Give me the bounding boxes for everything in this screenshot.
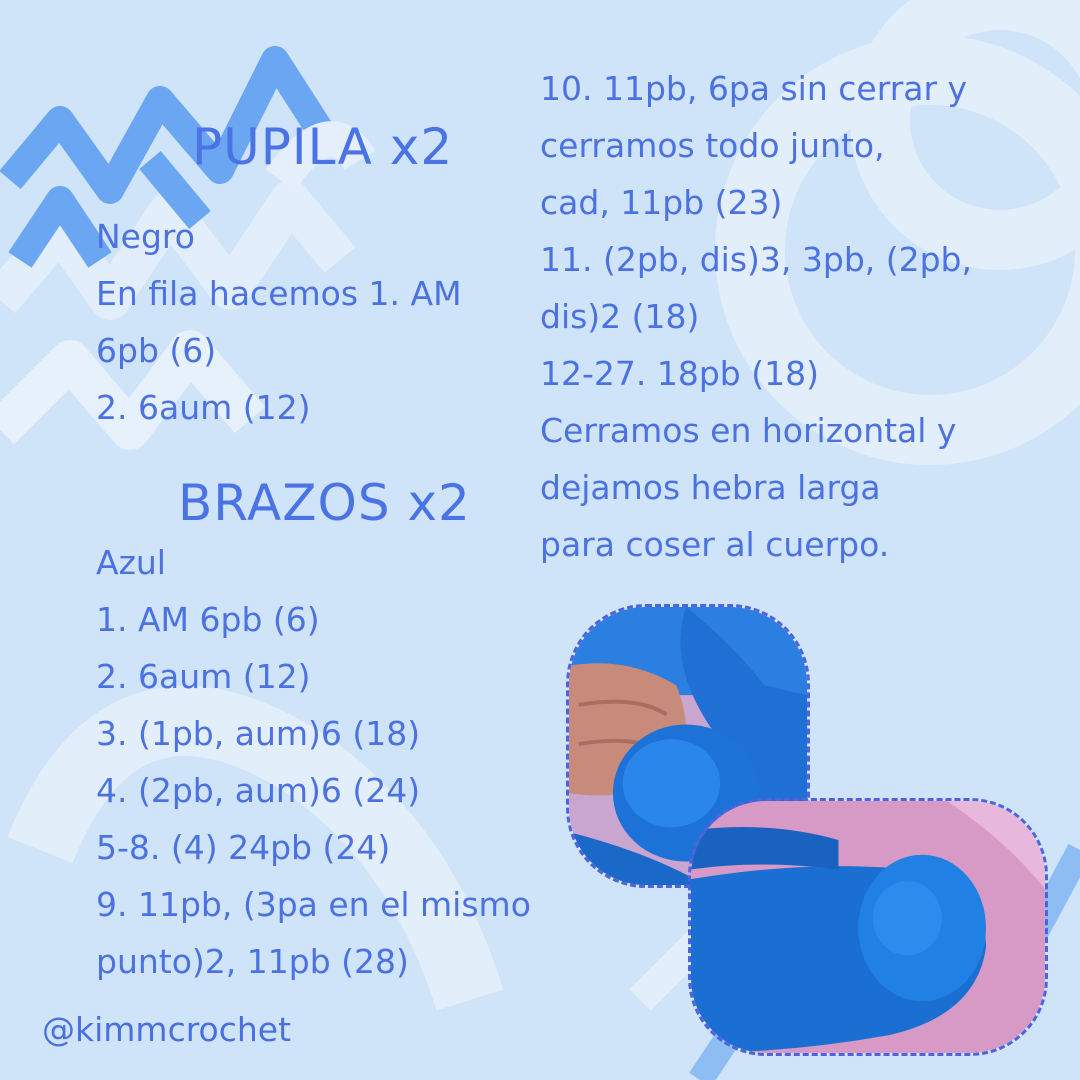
brazos-line: 9. 11pb, (3pa en el mismo (96, 885, 531, 924)
continuation-line: para coser al cuerpo. (540, 525, 890, 564)
brazos-line: 3. (1pb, aum)6 (18) (96, 714, 421, 753)
continuation-line: dejamos hebra larga (540, 468, 881, 507)
continuation-instructions (540, 60, 972, 573)
pupila-title: PUPILA x2 (192, 118, 454, 176)
brazos-line: Azul (96, 543, 166, 582)
continuation-line: 11. (2pb, dis)3, 3pb, (2pb, (540, 240, 972, 279)
continuation-line: dis)2 (18) (540, 297, 700, 336)
brazos-line: 4. (2pb, aum)6 (24) (96, 771, 421, 810)
brazos-line: 1. AM 6pb (6) (96, 600, 320, 639)
author-handle: @kimmcrochet (42, 1010, 292, 1049)
continuation-line: 10. 11pb, 6pa sin cerrar y (540, 69, 968, 108)
pupila-line: En fila hacemos 1. AM (96, 274, 462, 313)
pupila-line: 2. 6aum (12) (96, 388, 311, 427)
pupila-line: Negro (96, 217, 195, 256)
brazos-line: 2. 6aum (12) (96, 657, 311, 696)
pupila-line: 6pb (6) (96, 331, 217, 370)
pupila-instructions (96, 208, 462, 436)
continuation-line: Cerramos en horizontal y (540, 411, 957, 450)
brazos-title: BRAZOS x2 (178, 474, 471, 532)
brazos-line: punto)2, 11pb (28) (96, 942, 409, 981)
continuation-line: cad, 11pb (23) (540, 183, 783, 222)
brazos-instructions (96, 534, 531, 990)
continuation-line: 12-27. 18pb (18) (540, 354, 819, 393)
brazos-line: 5-8. (4) 24pb (24) (96, 828, 391, 867)
crochet-arm-photo-closeup (688, 798, 1048, 1056)
continuation-line: cerramos todo junto, (540, 126, 885, 165)
